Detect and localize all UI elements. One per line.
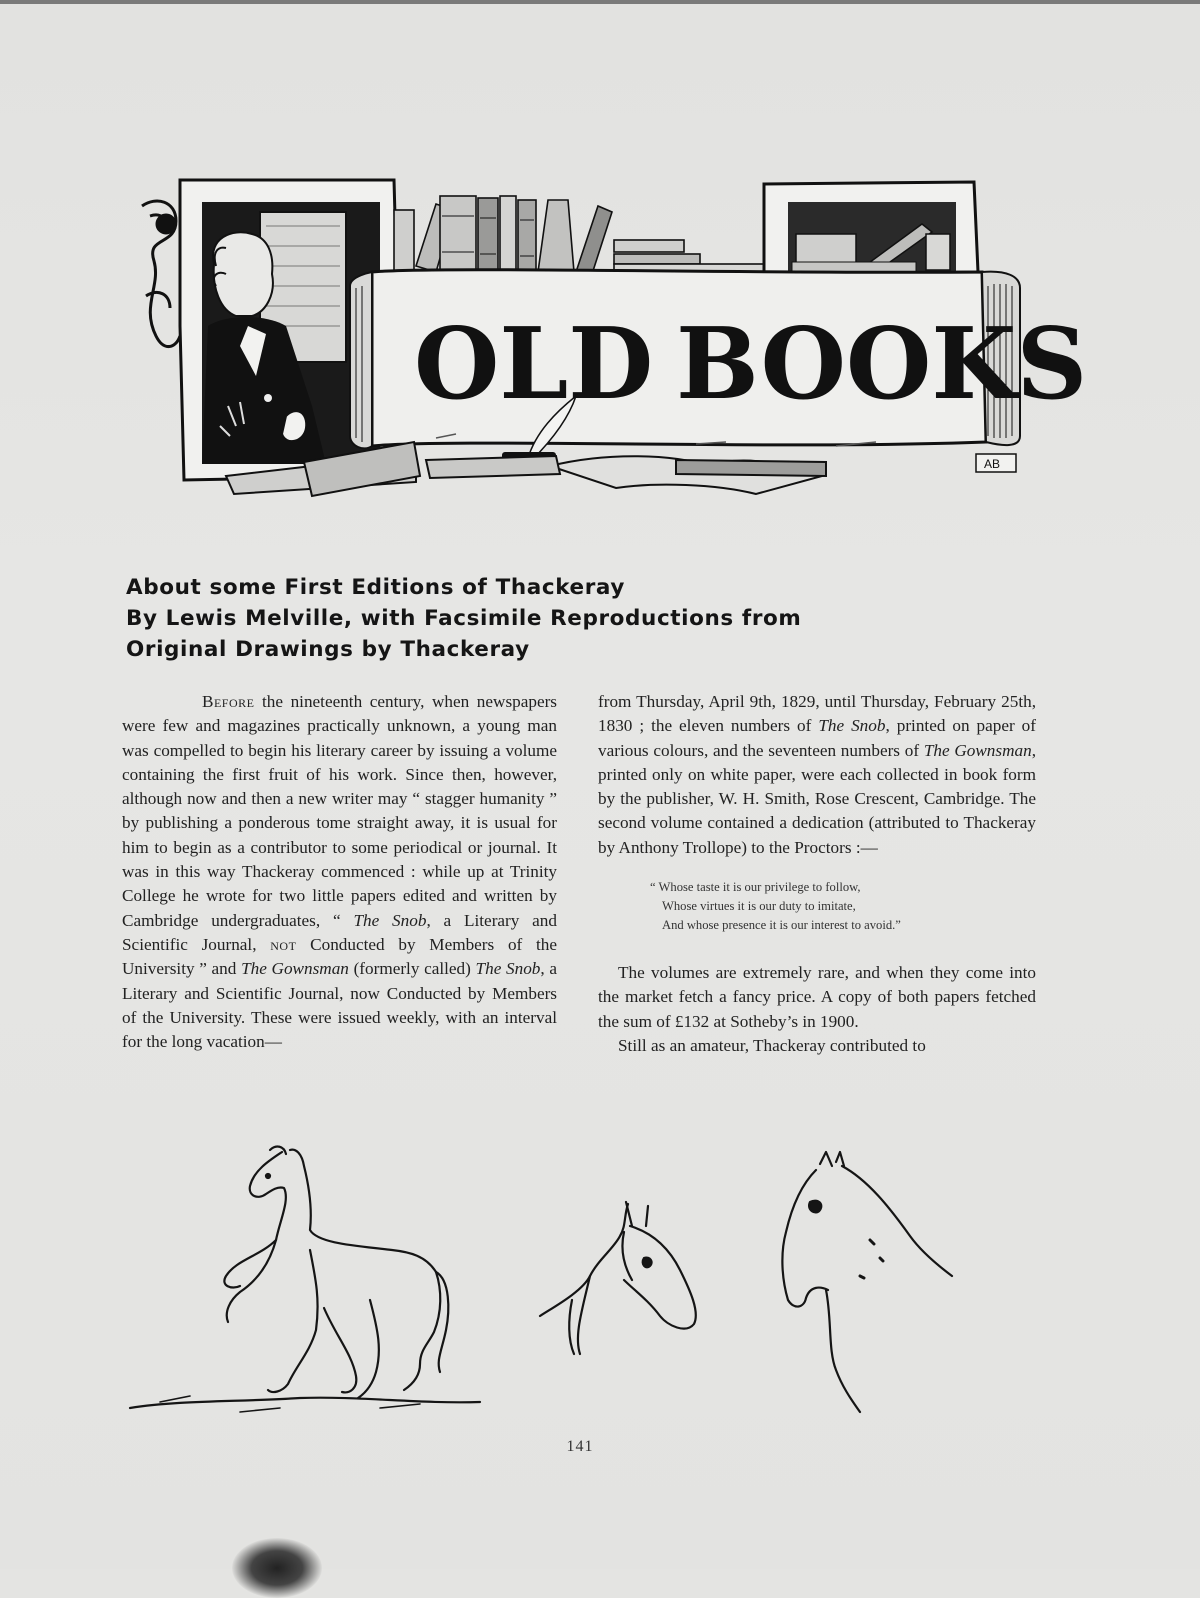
heading-line-2: By Lewis Melville, with Facsimile Reproductions from — [126, 606, 802, 631]
right-text-1: from Thursday, April 9th, 1829, until Thursday, February 25th, 1830 ; the eleven numbers of — [598, 692, 1036, 736]
title-the-snob-2: The Snob — [475, 959, 541, 979]
horse-sketches — [120, 1140, 1000, 1430]
ink-blot — [232, 1538, 322, 1598]
right-paragraph-3: Still as an amateur, Thackeray contributed to — [618, 1035, 926, 1055]
title-word-old: OLD — [414, 307, 654, 422]
title-the-snob: The Snob — [353, 910, 427, 930]
right-title-gownsman: The Gownsman — [923, 740, 1032, 760]
left-paragraph — [122, 690, 557, 1054]
rearing-horse-sketch-icon — [130, 1147, 480, 1412]
title-word-books: BOOKS — [676, 307, 1088, 422]
quote-line-3: And whose presence it is our interest to avoid.” — [662, 918, 901, 933]
dedication-quote — [650, 878, 1036, 935]
title-the-gownsman: The Gownsman — [241, 959, 349, 979]
old-books-header-illustration — [136, 176, 1088, 506]
heading-line-3: Original Drawings by Thackeray — [126, 637, 530, 662]
article-heading — [126, 572, 1026, 665]
heading-line-1: About some First Editions of Thackeray — [126, 575, 625, 600]
right-paragraph-2: The volumes are extremely rare, and when they come into the market fetch a fancy price. A copy of both papers fetched the sum of £132 at Sotheby’s in 1900. — [598, 963, 1036, 1031]
right-frame-icon — [764, 182, 978, 274]
artist-monogram: AB — [984, 457, 1001, 471]
right-text-2: , printed on paper of various colours, and the seventeen numbers of — [598, 716, 1037, 760]
lead-word: Before — [202, 692, 255, 711]
bookshelf-icon — [394, 196, 764, 274]
right-title-snob: The Snob — [818, 716, 886, 736]
left-text-2: , a Literary and Scientific Journal, — [122, 910, 557, 954]
left-text-5: , a Literary and Scientific Journal, now Conducted by Members of the University. These were issued weekly, with an interval for the long vacation— — [122, 959, 557, 1052]
ornament-icon — [142, 201, 180, 347]
scan-edge — [0, 0, 1200, 4]
right-text-3: , printed only on white paper, were each collected in book form by the publisher, W. H. Smith, Rose Crescent, Cambridge. The second volume contained a dedication (attributed to Thackeray by Anthony Trollope) to the Proctors :— — [598, 740, 1036, 857]
horse-head-sketch-icon — [540, 1202, 696, 1354]
left-text-1: the nineteenth century, when newspapers were few and magazines practically unknown, a young man was compelled to begin his literary career by issuing a volume containing the first fruit of his work. Since then, however, although now and then a new writer may “ stagger humanity ” by publishing a ponderous tome straight away, it is usual for him to begin as a contributor to some periodical or journal. It was in this way Thackeray commenced : while up at Trinity College he wrote for two little papers edited and written by Cambridge undergraduates, “ — [122, 692, 557, 930]
right-column — [598, 690, 1036, 1058]
right-paragraph-1 — [598, 690, 1036, 860]
left-text-4: (formerly called) — [348, 959, 476, 979]
quote-line-2: Whose virtues it is our duty to imitate, — [662, 899, 856, 914]
quote-line-1: “ Whose taste it is our privilege to follow, — [650, 880, 861, 895]
horse-neck-sketch-icon — [782, 1152, 952, 1412]
left-column — [122, 690, 557, 1054]
page-number: 141 — [566, 1438, 594, 1455]
not-word: not — [270, 934, 297, 954]
left-text-3: Conducted by Members of the University ” and — [122, 934, 557, 979]
